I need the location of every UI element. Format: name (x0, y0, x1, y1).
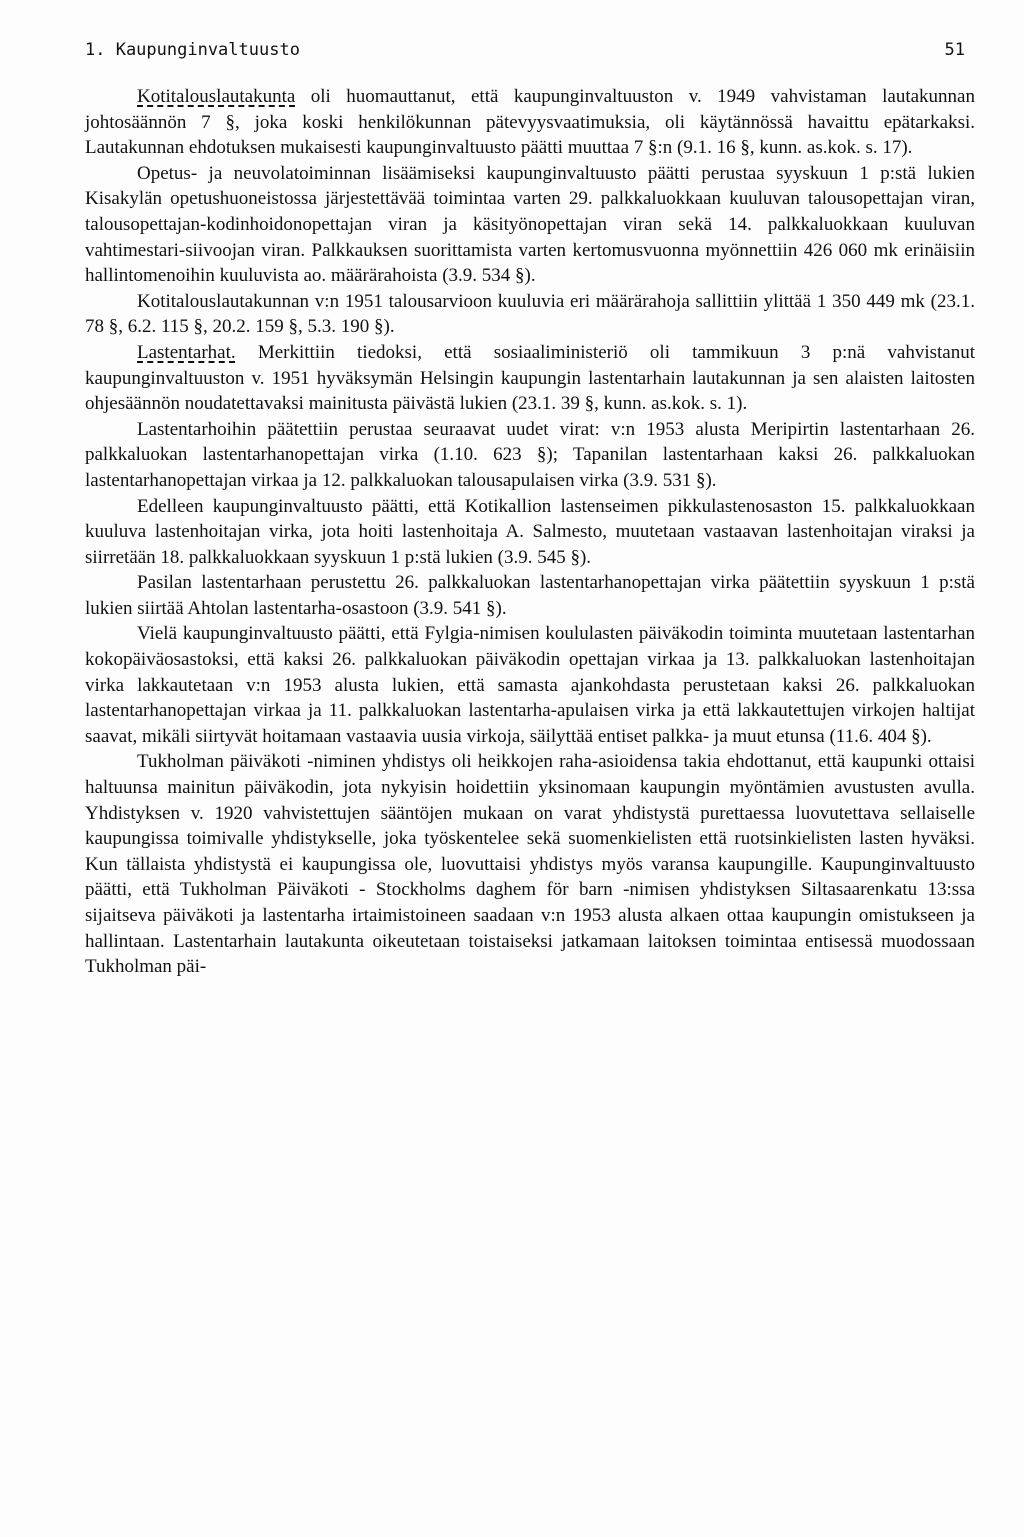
paragraph-text: Pasilan lastentarhaan perustettu 26. palkkaluokan lastentarhanopettajan virka päätettiin syyskuun 1 p:stä lukien siirtää Ahtolan lastentarha-osastoon (3.9. 541 §). (85, 572, 975, 619)
paragraph-text: Merkittiin tiedoksi, että sosiaaliministeriö oli tammikuun 3 p:nä vahvistanut kaupunginvaltuuston v. 1951 hyväksymän Helsingin kaupungin lastentarhain lautakunnan ja sen alaisten laitosten ohjesäännön noudatettavaksi mainitusta päivästä lukien (23.1. 39 §, kunn. as.kok. s. 1). (85, 341, 975, 415)
paragraph-text: Lastentarhoihin päätettiin perustaa seuraavat uudet virat: v:n 1953 alusta Meripirtin lastentarhaan 26. palkkaluokan lastentarhanopettajan virka (1.10. 623 §); Tapanilan lastentarhaan kaksi 26. palkkaluokan lastentarhanopettajan virkaa ja 12. palkkaluokan talousapulaisen virka (3.9. 531 §). (85, 418, 975, 491)
paragraph-fylgia (85, 621, 975, 749)
page-header (85, 40, 965, 68)
page-number: 51 (944, 40, 965, 60)
paragraph-text: Edelleen kaupunginvaltuusto päätti, että Kotikallion lastenseimen pikkulastenosaston 15. palkkaluokkaan kuuluva lastenhoitajan virka, jota hoiti lastenhoitaja A. Salmesto, muutetaan vastaavan lastenhoitajan viraksi ja siirretään 18. palkkaluokkaan syyskuun 1 p:stä lukien (3.9. 545 §). (85, 495, 975, 568)
paragraph-kotitalouslautakunta (85, 84, 975, 161)
section-heading-lastentarhat: Lastentarhat. (137, 341, 236, 363)
paragraph-text: Kotitalouslautakunnan v:n 1951 talousarvioon kuuluvia eri määrärahoja sallittiin ylittää 1 350 449 mk (23.1. 78 §, 6.2. 115 §, 20.2. 159 §, 5.3. 190 §). (85, 290, 975, 338)
paragraph-text: Vielä kaupunginvaltuusto päätti, että Fylgia-nimisen koululasten päiväkodin toiminta muutetaan lastentarhan kokopäiväosastoksi, että kaksi 26. palkkaluokan päiväkodin opettajan virkaa ja 13. palkkaluokan lastenhoitajan virka lakkautetaan v:n 1953 alusta lukien, että samasta ajankohdasta perustetaan kaksi 26. palkkaluokan lastentarhanopettajan virkaa ja 11. palkkaluokan lastentarha-apulaisen virka ja että lakkautettujen virkojen haltijat saavat, mikäli siirtyvät hoitamaan vastaavia uusia virkoja, säilyttää entiset palkka- ja muut etunsa (11.6. 404 §). (85, 623, 975, 747)
section-heading-kotitalouslautakunta: Kotitalouslautakunta (137, 86, 296, 107)
document-body (85, 84, 975, 980)
paragraph-text: Tukholman päiväkoti -niminen yhdistys oli heikkojen raha-asioidensa takia ehdottanut, että kaupunki ottaisi haltuunsa mainitun päiväkodin, jota nykyisin hoidettiin yksinomaan kaupungin myöntämien avustusten avulla. Yhdistyksen v. 1920 vahvistettujen sääntöjen mukaan on varat yhdistystä purettaessa luovutettava sellaiselle kaupungissa toimivalle yhdistykselle, joka työskentelee sekä suomenkielisten että ruotsinkielisten lasten hyväksi. Kun tällaista yhdistystä ei kaupungissa ole, luovuttaisi yhdistys myös varansa kaupungille. Kaupunginvaltuusto päätti, että Tukholman Päiväkoti - Stockholms daghem för barn -nimisen yhdistyksen Siltasaarenkatu 13:ssa sijaitseva päiväkoti ja lastentarha irtaimistoineen saadaan v:n 1953 alusta alkaen ottaa kaupungin omistukseen ja hallintaan. Lastentarhain lautakunta oikeutetaan toistaiseksi jatkamaan laitoksen toimintaa entisessä muodossaan Tukholman päi- (85, 751, 975, 978)
paragraph-text: Opetus- ja neuvolatoiminnan lisäämiseksi kaupunginvaltuusto päätti perustaa syyskuun 1 p:stä lukien Kisakylän opetushuoneistossa järjestettävää toimintaa varten 29. palkkaluokkaan kuuluvan talousopettajan viran, talousopettajan-kodinhoidonopettajan viran ja käsityönopettajan viran sekä 14. palkkaluokkaan kuuluvan vahtimestari-siivoojan viran. Palkkauksen suorittamista varten kertomusvuonna myönnettiin 426 060 mk erinäisiin hallintomenoihin kuuluvista ao. määrärahoista (3.9. 534 §). (85, 162, 975, 287)
paragraph-lastentarhat (85, 340, 975, 417)
paragraph-uudet-virat (85, 417, 975, 494)
paragraph-kotikallio (85, 494, 975, 571)
paragraph-opetus (85, 161, 975, 289)
paragraph-pasila (85, 570, 975, 621)
paragraph-tukholman-paivakoti (85, 749, 975, 979)
running-header-title: 1. Kaupunginvaltuusto (85, 40, 300, 60)
paragraph-talousarvio (85, 289, 975, 340)
paragraph-text: oli huomauttanut, että kaupunginvaltuuston v. 1949 vahvistaman lautakunnan johtosäännön 7 §, joka koski henkilökunnan pätevyysvaatimuksia, oli käytännössä havaittu epätarkaksi. Lautakunnan ehdotuksen mukaisesti kaupunginvaltuusto päätti muuttaa 7 §:n (9.1. 16 §, kunn. as.kok. s. 17). (85, 86, 975, 159)
